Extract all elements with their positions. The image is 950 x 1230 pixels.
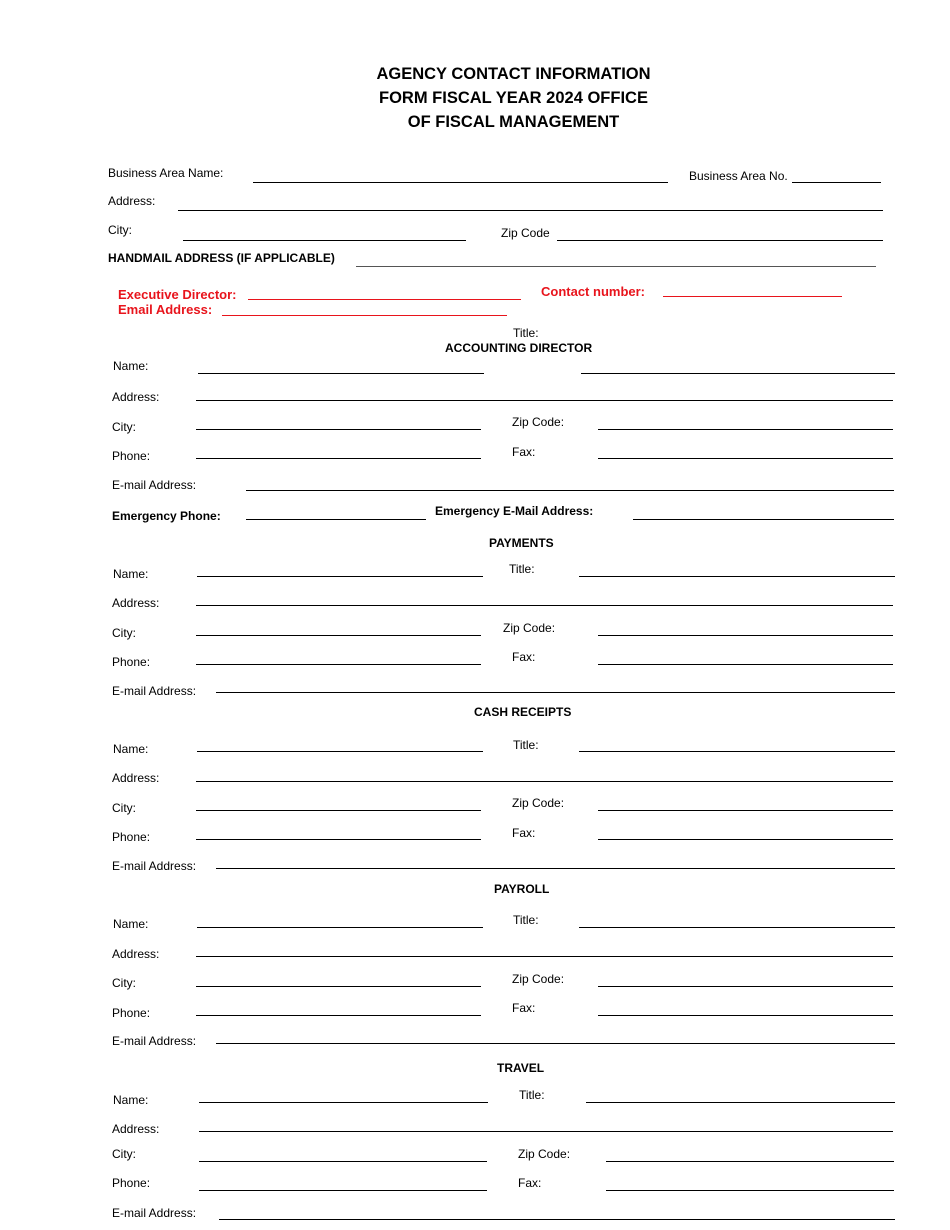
payroll-zip-label: Zip Code: — [512, 972, 565, 986]
payments-title-label: Title: — [509, 562, 535, 576]
accounting-title-label: Title: — [513, 326, 539, 340]
handmail-label: HANDMAIL ADDRESS (IF APPLICABLE) — [108, 251, 335, 265]
payroll-fax-label: Fax: — [512, 1001, 536, 1015]
cash-city-field[interactable] — [196, 810, 481, 811]
travel-city-field[interactable] — [199, 1161, 487, 1162]
travel-phone-label: Phone: — [112, 1176, 151, 1190]
travel-zip-label: Zip Code: — [518, 1147, 571, 1161]
accounting-title-field[interactable] — [581, 373, 895, 374]
accounting-name-field[interactable] — [198, 373, 484, 374]
payroll-title-label: Title: — [513, 913, 539, 927]
top-address-label: Address: — [108, 194, 156, 208]
form-title-line-1: AGENCY CONTACT INFORMATION — [376, 65, 651, 83]
accounting-email-label: E-mail Address: — [112, 478, 197, 492]
payroll-address-field[interactable] — [196, 956, 893, 957]
payroll-address-label: Address: — [112, 947, 160, 961]
accounting-address-label: Address: — [112, 390, 160, 404]
executive-director-field[interactable] — [248, 299, 521, 300]
emergency-phone-label: Emergency Phone: — [112, 509, 221, 523]
top-zip-label: Zip Code — [501, 226, 550, 240]
top-city-label: City: — [108, 223, 132, 237]
accounting-city-label: City: — [112, 420, 136, 434]
form-title-line-3: OF FISCAL MANAGEMENT — [407, 113, 620, 131]
cash-zip-label: Zip Code: — [512, 796, 565, 810]
section-cash-receipts: CASH RECEIPTS — [474, 705, 572, 719]
travel-email-field[interactable] — [219, 1219, 895, 1220]
travel-fax-field[interactable] — [606, 1190, 894, 1191]
payroll-city-label: City: — [112, 976, 136, 990]
accounting-email-field[interactable] — [246, 490, 894, 491]
cash-title-field[interactable] — [579, 751, 895, 752]
travel-address-label: Address: — [112, 1122, 160, 1136]
payments-fax-field[interactable] — [598, 664, 893, 665]
cash-city-label: City: — [112, 801, 136, 815]
cash-phone-field[interactable] — [196, 839, 481, 840]
payments-name-field[interactable] — [197, 576, 483, 577]
accounting-city-field[interactable] — [196, 429, 481, 430]
payments-address-field[interactable] — [196, 605, 893, 606]
business-area-no-field[interactable] — [792, 182, 881, 183]
business-area-no-label: Business Area No. — [689, 169, 788, 183]
travel-name-field[interactable] — [199, 1102, 488, 1103]
payments-email-field[interactable] — [216, 692, 895, 693]
payments-title-field[interactable] — [579, 576, 895, 577]
top-zip-field[interactable] — [557, 240, 883, 241]
contact-number-label: Contact number: — [541, 284, 645, 299]
payroll-phone-field[interactable] — [196, 1015, 481, 1016]
travel-city-label: City: — [112, 1147, 136, 1161]
cash-fax-label: Fax: — [512, 826, 536, 840]
emergency-email-label: Emergency E-Mail Address: — [435, 504, 594, 518]
payments-phone-label: Phone: — [112, 655, 151, 669]
accounting-phone-field[interactable] — [196, 458, 481, 459]
cash-fax-field[interactable] — [598, 839, 893, 840]
travel-title-label: Title: — [519, 1088, 545, 1102]
payroll-city-field[interactable] — [196, 986, 481, 987]
travel-address-field[interactable] — [199, 1131, 893, 1132]
travel-zip-field[interactable] — [606, 1161, 894, 1162]
payments-city-label: City: — [112, 626, 136, 640]
travel-email-label: E-mail Address: — [112, 1206, 197, 1220]
section-payments: PAYMENTS — [489, 536, 554, 550]
exec-email-label: Email Address: — [118, 302, 213, 317]
payroll-name-field[interactable] — [197, 927, 483, 928]
cash-email-label: E-mail Address: — [112, 859, 197, 873]
payroll-phone-label: Phone: — [112, 1006, 151, 1020]
payroll-fax-field[interactable] — [598, 1015, 893, 1016]
cash-phone-label: Phone: — [112, 830, 151, 844]
accounting-zip-field[interactable] — [598, 429, 893, 430]
exec-email-field[interactable] — [222, 315, 507, 316]
cash-title-label: Title: — [513, 738, 539, 752]
handmail-field[interactable] — [356, 266, 876, 267]
payroll-email-label: E-mail Address: — [112, 1034, 197, 1048]
cash-name-field[interactable] — [197, 751, 483, 752]
accounting-zip-label: Zip Code: — [512, 415, 565, 429]
top-city-field[interactable] — [183, 240, 466, 241]
accounting-fax-label: Fax: — [512, 445, 536, 459]
payroll-name-label: Name: — [113, 917, 149, 931]
payroll-zip-field[interactable] — [598, 986, 893, 987]
travel-fax-label: Fax: — [518, 1176, 542, 1190]
accounting-name-label: Name: — [113, 359, 149, 373]
accounting-address-field[interactable] — [196, 400, 893, 401]
section-travel: TRAVEL — [497, 1061, 545, 1075]
payments-fax-label: Fax: — [512, 650, 536, 664]
emergency-email-field[interactable] — [633, 519, 894, 520]
business-area-name-label: Business Area Name: — [108, 166, 224, 180]
executive-director-label: Executive Director: — [118, 287, 237, 302]
section-payroll: PAYROLL — [494, 882, 550, 896]
payments-zip-label: Zip Code: — [503, 621, 556, 635]
top-address-field[interactable] — [178, 210, 883, 211]
payroll-email-field[interactable] — [216, 1043, 895, 1044]
payments-email-label: E-mail Address: — [112, 684, 197, 698]
business-area-name-field[interactable] — [253, 182, 668, 183]
travel-title-field[interactable] — [586, 1102, 895, 1103]
cash-zip-field[interactable] — [598, 810, 893, 811]
cash-email-field[interactable] — [216, 868, 895, 869]
form-title-line-2: FORM FISCAL YEAR 2024 OFFICE — [379, 89, 648, 107]
cash-address-label: Address: — [112, 771, 160, 785]
accounting-phone-label: Phone: — [112, 449, 151, 463]
payroll-title-field[interactable] — [579, 927, 895, 928]
cash-name-label: Name: — [113, 742, 149, 756]
payments-zip-field[interactable] — [598, 635, 893, 636]
payments-name-label: Name: — [113, 567, 149, 581]
emergency-phone-field[interactable] — [246, 519, 426, 520]
cash-address-field[interactable] — [196, 781, 893, 782]
payments-city-field[interactable] — [196, 635, 481, 636]
payments-address-label: Address: — [112, 596, 160, 610]
payments-phone-field[interactable] — [196, 664, 481, 665]
contact-number-field[interactable] — [663, 296, 842, 297]
travel-name-label: Name: — [113, 1093, 149, 1107]
accounting-fax-field[interactable] — [598, 458, 893, 459]
travel-phone-field[interactable] — [199, 1190, 487, 1191]
section-accounting-director: ACCOUNTING DIRECTOR — [445, 341, 593, 355]
